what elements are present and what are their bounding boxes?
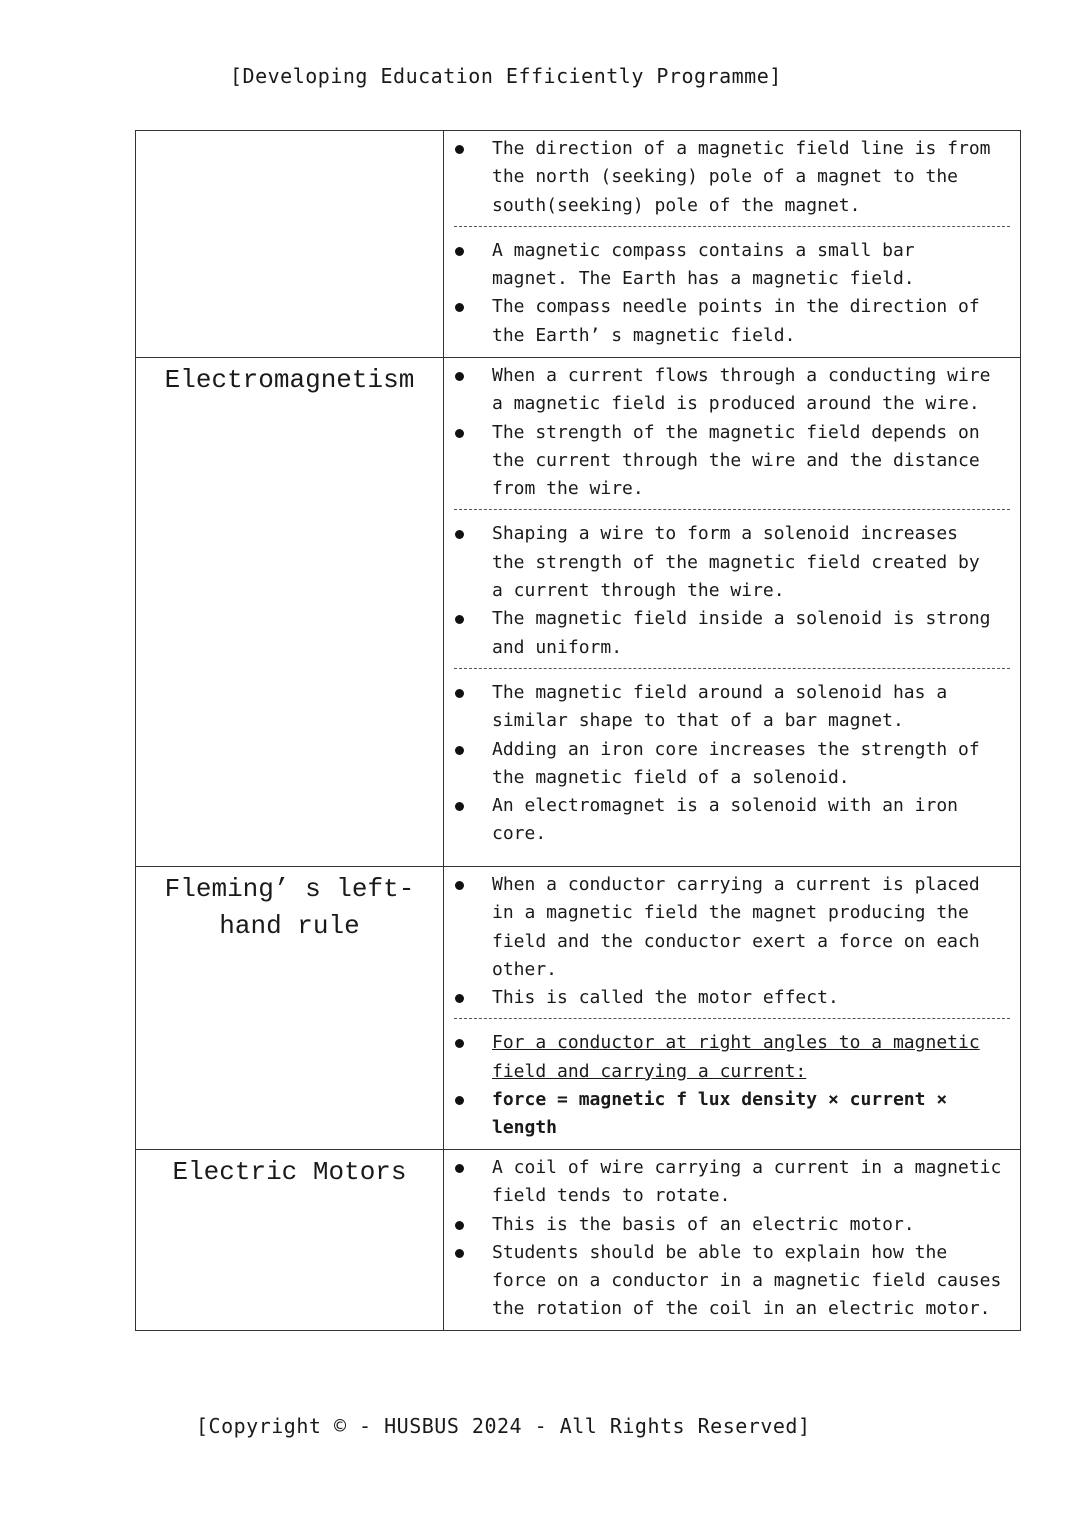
formula-item: force = magnetic f lux density × current × length [444, 1086, 1000, 1143]
table-row [136, 867, 1021, 1150]
bullet-group [454, 1018, 1010, 1148]
bullet-group [454, 226, 1010, 356]
bullet-group [444, 867, 1020, 1018]
content-cell [444, 1150, 1021, 1331]
table-row [136, 1150, 1021, 1331]
topic-cell: Electric Motors [136, 1150, 444, 1331]
bullet-item: When a conductor carrying a current is placed in a magnetic field the magnet producing the field and the conductor exert a force on each other. [444, 871, 1010, 984]
content-cell [444, 867, 1021, 1150]
notes-table [135, 130, 1021, 1331]
bullet-item: A magnetic compass contains a small bar magnet. The Earth has a magnetic field. [444, 237, 1000, 294]
bullet-group [454, 668, 1010, 855]
bullet-item: Students should be able to explain how the force on a conductor in a magnetic field causes the rotation of the coil in an electric motor. [444, 1239, 1010, 1324]
bullet-item: An electromagnet is a solenoid with an iron core. [444, 792, 1000, 849]
bullet-item: The compass needle points in the direction of the Earth’ s magnetic field. [444, 293, 1000, 350]
topic-cell: Fleming’ s left-hand rule [136, 867, 444, 1150]
topic-cell: Electromagnetism [136, 358, 444, 867]
topic-cell [136, 131, 444, 358]
table-row [136, 131, 1021, 358]
bullet-item: The magnetic field inside a solenoid is strong and uniform. [444, 605, 1000, 662]
bullet-group [444, 131, 1020, 226]
bullet-item: Adding an iron core increases the strength of the magnetic field of a solenoid. [444, 736, 1000, 793]
bullet-item: A coil of wire carrying a current in a magnetic field tends to rotate. [444, 1154, 1010, 1211]
bullet-item: This is called the motor effect. [444, 984, 1010, 1012]
content-cell [444, 131, 1021, 358]
bullet-item: This is the basis of an electric motor. [444, 1211, 1010, 1239]
bullet-group [444, 358, 1020, 509]
bullet-item: The strength of the magnetic field depends on the current through the wire and the distance from the wire. [444, 419, 1010, 504]
bullet-item [444, 1029, 1000, 1086]
page-header: [Developing Education Efficiently Programme] [230, 64, 782, 88]
bullet-group [454, 509, 1010, 667]
table-row [136, 358, 1021, 867]
formula-heading: For a conductor at right angles to a magnetic field and carrying a current: [492, 1032, 980, 1082]
bullet-item: The magnetic field around a solenoid has a similar shape to that of a bar magnet. [444, 679, 1000, 736]
content-cell [444, 358, 1021, 867]
bullet-item: When a current flows through a conducting wire a magnetic field is produced around the wire. [444, 362, 1010, 419]
page-footer: [Copyright © - HUSBUS 2024 - All Rights Reserved] [196, 1414, 811, 1438]
bullet-group [444, 1150, 1020, 1330]
bullet-item: The direction of a magnetic field line is from the north (seeking) pole of a magnet to the south(seeking) pole of the magnet. [444, 135, 1010, 220]
bullet-item: Shaping a wire to form a solenoid increases the strength of the magnetic field created by a current through the wire. [444, 520, 1000, 605]
